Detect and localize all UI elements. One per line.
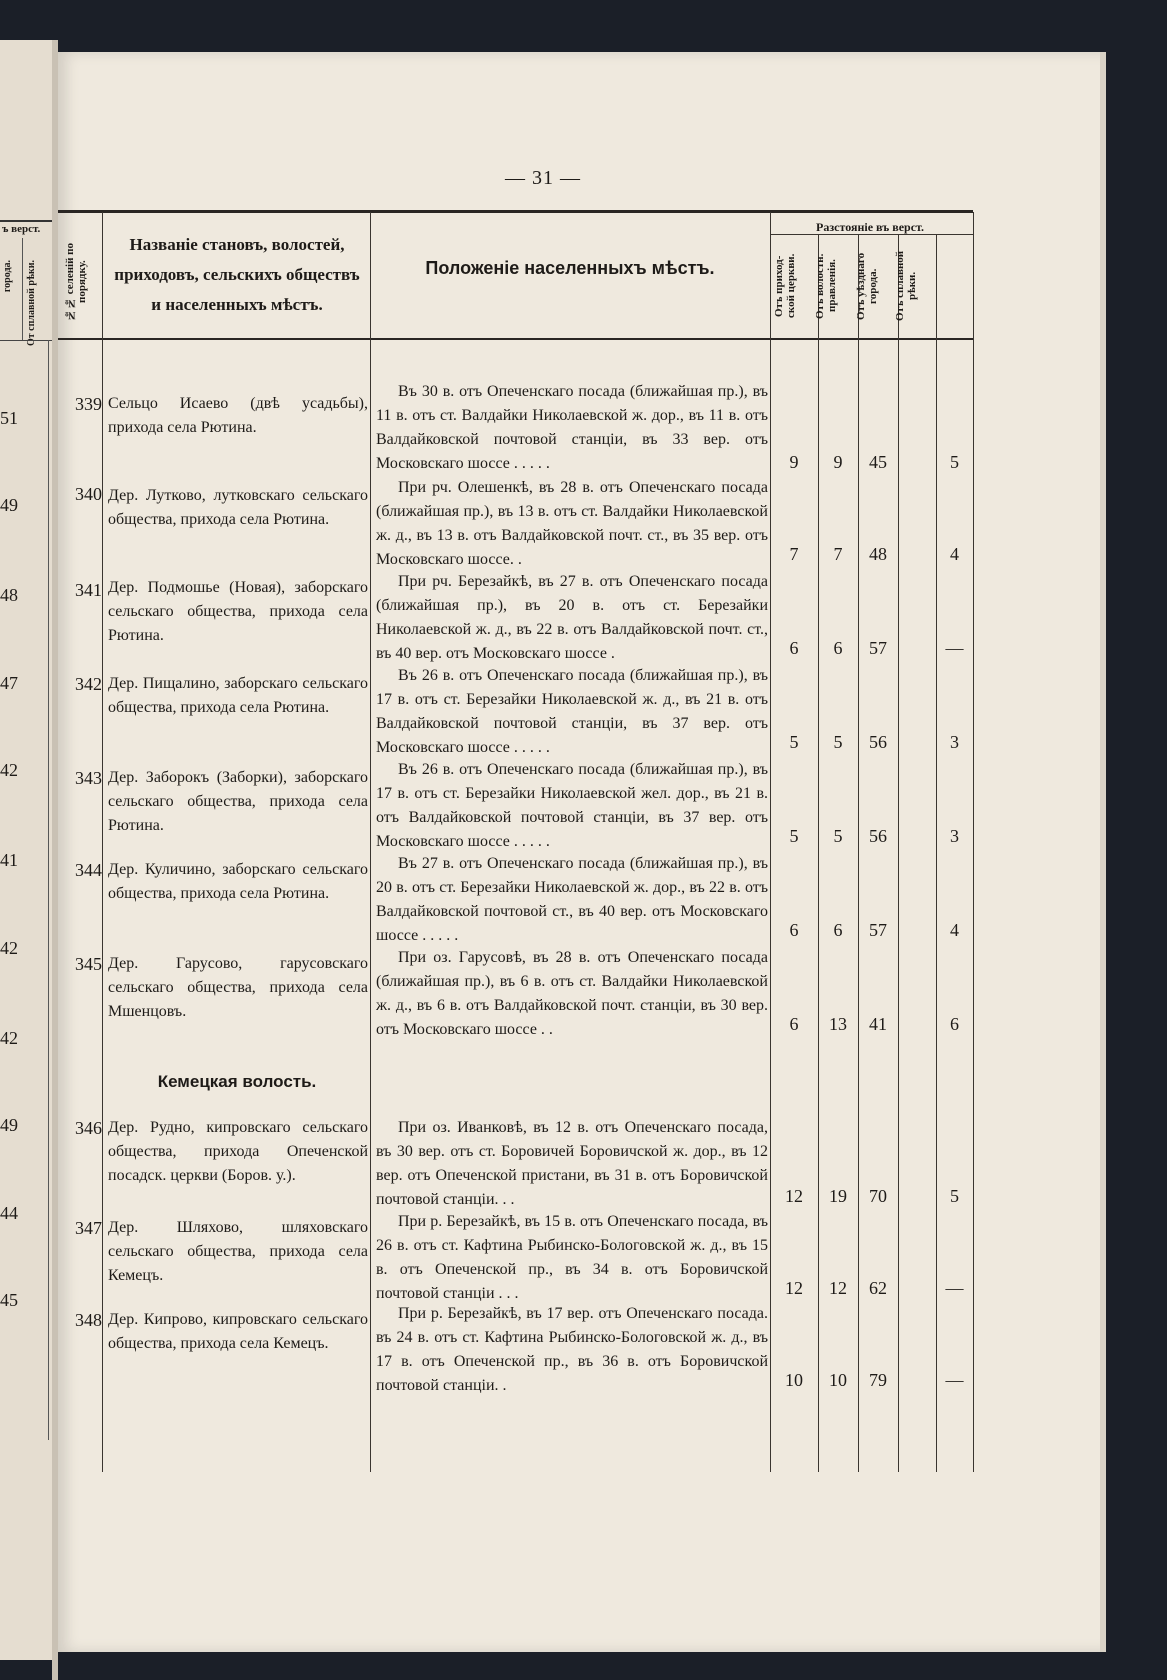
row-position: Въ 30 в. отъ Опеченскаго посада (ближайшая пр.), въ 11 в. отъ ст. Валдайки Николаевской ж. дор., въ 11 в. отъ Валдайковской почтовой станціи, въ 33 вер. отъ Московскаго шоссе . . . . . — [376, 383, 768, 472]
dist-volost: 19 — [829, 1186, 847, 1206]
row-position: При р. Березайкѣ, въ 17 вер. отъ Опеченскаго посада. въ 24 в. отъ ст. Кафтина Рыбинско-Бологовской ж. д., въ 17 в. отъ Опеченской пр., въ 36 в. отъ Боровичской почтовой станціи. . — [376, 1305, 768, 1394]
dist-city: 41 — [869, 1014, 887, 1034]
row-position: При рч. Олешенкѣ, въ 28 в. отъ Опеченскаго посада (ближайшая пр.), въ 13 в. отъ ст. Валдайки Николаевской ж. д., въ 13 в. отъ Валдайковской почт. ст., въ 35 вер. отъ Московскаго шоссе. . — [376, 479, 768, 568]
dist-river: — — [945, 638, 964, 658]
left-number: 42 — [0, 1028, 18, 1048]
dist-volost: 9 — [833, 452, 843, 472]
page-edge — [1100, 52, 1106, 1652]
dist-church: 6 — [789, 1014, 799, 1034]
col-rule — [370, 212, 371, 1472]
dist-city: 57 — [869, 638, 887, 658]
left-number: 44 — [0, 1203, 18, 1223]
table-top-rule — [58, 210, 973, 213]
row-name: Дер. Лутково, лутковскаго сельскаго общества, прихода села Рютина. — [108, 487, 368, 528]
row-position: При р. Березайкѣ, въ 15 в. отъ Опеченскаго посада, въ 26 в. отъ ст. Кафтина Рыбинско-Бологовской ж. д., въ 15 в. отъ Опеченской пр., въ 34 в. отъ Боровичской почтовой станціи . . . — [376, 1213, 768, 1302]
left-number: 41 — [0, 850, 18, 870]
left-header-rule — [0, 220, 52, 222]
left-number: 48 — [0, 585, 18, 605]
row-number: 347 — [75, 1218, 102, 1238]
col-rule — [102, 212, 103, 1472]
dist-river: 5 — [950, 1186, 959, 1206]
left-number: 45 — [0, 1290, 18, 1310]
dist-city: 45 — [869, 452, 887, 472]
dist-church: 5 — [789, 732, 799, 752]
header-col-names: Названіе становъ, волостей, приходовъ, сельскихъ обществъ и населенныхъ мѣстъ. — [114, 235, 360, 314]
left-number: 42 — [0, 760, 18, 780]
dist-city: 56 — [869, 826, 887, 846]
dist-church: 12 — [785, 1278, 803, 1298]
row-name: Дер. Пищалино, заборскаго сельскаго общества, прихода села Рютина. — [108, 675, 368, 716]
row-name: Дер. Подмошье (Новая), заборскаго сельскаго общества, прихода села Рютина. — [108, 579, 368, 644]
dist-volost: 6 — [833, 920, 843, 940]
dist-city: 48 — [869, 544, 887, 564]
dist-church: 12 — [785, 1186, 803, 1206]
dist-city: 79 — [869, 1370, 887, 1390]
row-name: Дер. Кипрово, кипровскаго сельскаго общества, прихода села Кемецъ. — [108, 1311, 368, 1352]
left-number: 49 — [0, 1115, 18, 1135]
header-dist-river: Отъ сплавной рѣки. — [894, 250, 918, 322]
header-col-number: №№ селеній по порядку. — [64, 242, 88, 322]
left-number: 42 — [0, 938, 18, 958]
row-position: Въ 26 в. отъ Опеченскаго посада (ближайшая пр.), въ 17 в. отъ ст. Березайки Николаевской ж. д., въ 21 в. отъ Валдайковской почтовой станціи, въ 37 вер. отъ Московскаго шоссе . . . . . — [376, 667, 768, 756]
col-rule — [973, 212, 974, 1472]
dist-river: 4 — [950, 920, 959, 940]
row-number: 342 — [75, 674, 102, 694]
left-column-rule — [48, 340, 49, 1440]
dist-river: 5 — [950, 452, 959, 472]
header-bottom-rule — [58, 338, 973, 340]
header-col-position: Положеніе населенныхъ мѣстъ. — [425, 258, 715, 278]
row-name: Дер. Рудно, кипровскаго сельскаго общества, прихода Опеченской посадск. церкви (Боров. у.). — [108, 1119, 368, 1184]
row-name: Дер. Шляхово, шляховскаго сельскаго общества, прихода села Кемецъ. — [108, 1219, 368, 1284]
dist-city: 57 — [869, 920, 887, 940]
row-number: 343 — [75, 768, 102, 788]
left-number: 49 — [0, 495, 18, 515]
dist-church: 6 — [789, 638, 799, 658]
row-number: 341 — [75, 580, 102, 600]
row-number: 345 — [75, 954, 102, 974]
row-number: 340 — [75, 484, 102, 504]
header-dist-volost: Отъ волостн. правленія. — [814, 253, 838, 319]
dist-volost: 5 — [833, 732, 843, 752]
document-page — [58, 52, 1106, 1652]
row-position: Въ 26 в. отъ Опеченскаго посада (ближайшая пр.), въ 17 в. отъ ст. Березайки Николаевской жел. дор., въ 21 в. отъ Валдайковской почтовой станціи, въ 37 вер. отъ Московскаго шоссе . . . . . — [376, 761, 768, 850]
dist-volost: 10 — [829, 1370, 847, 1390]
dist-river: 3 — [950, 732, 959, 752]
dist-church: 6 — [789, 920, 799, 940]
row-name: Дер. Гарусово, гарусовскаго сельскаго общества, прихода села Мшенцовъ. — [108, 955, 368, 1020]
dist-river: — — [945, 1370, 964, 1390]
dist-river: 3 — [950, 826, 959, 846]
row-number: 348 — [75, 1310, 102, 1330]
dist-volost: 12 — [829, 1278, 847, 1298]
dist-river: 6 — [950, 1014, 959, 1034]
dist-river: — — [945, 1278, 964, 1298]
row-name: Дер. Заборокъ (Заборки), заборскаго сельскаго общества, прихода села Рютина. — [108, 769, 368, 834]
row-number: 346 — [75, 1118, 102, 1138]
left-col-divider — [22, 238, 23, 340]
row-name: Сельцо Исаево (двѣ усадьбы), прихода села Рютина. — [108, 395, 368, 436]
dist-church: 10 — [785, 1370, 803, 1390]
dist-volost: 6 — [833, 638, 843, 658]
previous-page-strip — [0, 40, 53, 1660]
dist-church: 7 — [789, 544, 799, 564]
dist-river: 4 — [950, 544, 959, 564]
dist-city: 70 — [869, 1186, 887, 1206]
section-heading: Кемецкая волость. — [157, 1072, 317, 1091]
dist-city: 56 — [869, 732, 887, 752]
row-position: При оз. Иванковѣ, въ 12 в. отъ Опеченскаго посада, въ 30 вер. отъ ст. Боровичей Боровичской ж. дор., въ 12 вер. отъ Опеченской пристани, въ 31 в. отъ Боровичской почтовой станціи. . . — [376, 1119, 768, 1208]
header-distance-group: Разстояніе въ верст. — [815, 220, 925, 234]
dist-church: 9 — [789, 452, 799, 472]
row-position: Въ 27 в. отъ Опеченскаго посада (ближайшая пр.), въ 20 в. отъ ст. Березайки Николаевской ж. дор., въ 22 в. отъ Валдайковской почтовой ст., въ 40 вер. отъ Московскаго шоссе . . . . . — [376, 855, 768, 944]
header-dist-city: Отъ уѣзднаго города. — [855, 252, 879, 320]
dist-volost: 7 — [833, 544, 843, 564]
col-rule — [898, 234, 899, 1472]
row-number: 344 — [75, 860, 102, 880]
dist-volost: 5 — [833, 826, 843, 846]
row-name: Дер. Куличино, заборскаго сельскаго общества, прихода села Рютина. — [108, 861, 368, 902]
header-dist-church: Отъ приход- ской церкви. — [773, 253, 797, 319]
left-number: 47 — [0, 673, 18, 693]
dist-volost: 13 — [829, 1014, 847, 1034]
dist-city: 62 — [869, 1278, 887, 1298]
left-header-bottom-rule — [0, 340, 52, 341]
left-col-river-label: От сплавной рѣки. — [26, 260, 37, 347]
left-number: 51 — [0, 408, 18, 428]
row-position: При рч. Березайкѣ, въ 27 в. отъ Опеченскаго посада (ближайшая пр.), въ 20 в. отъ ст. Березайки Николаевской ж. д., въ 22 в. отъ Валдайковской почт. ст., въ 40 вер. отъ Московскаго шоссе . — [376, 573, 768, 662]
dist-church: 5 — [789, 826, 799, 846]
left-header-fragment: ъ верст. — [2, 223, 41, 235]
left-col-city-label: города. — [2, 260, 13, 293]
page-number: — 31 — — [505, 167, 581, 189]
row-position: При оз. Гарусовѣ, въ 28 в. отъ Опеченскаго посада (ближайшая пр.), въ 6 в. отъ ст. Валдайки Николаевской ж. д., въ 6 в. отъ Валдайковской почт. станціи, въ 30 вер. отъ Московскаго шоссе . . — [376, 949, 768, 1038]
row-number: 339 — [75, 394, 102, 414]
